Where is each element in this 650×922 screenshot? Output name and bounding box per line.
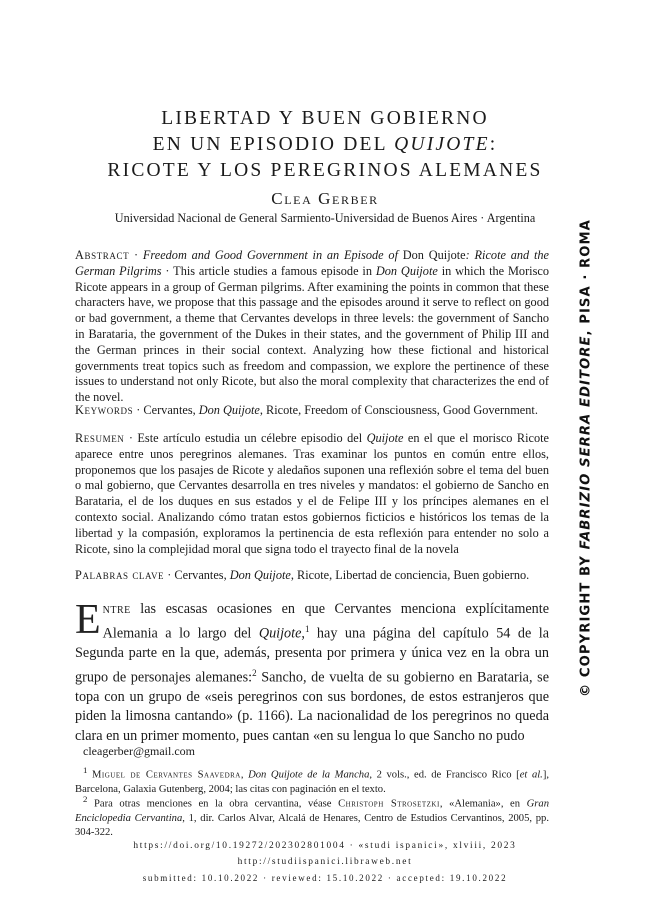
abstract: Abstract · Freedom and Good Government in an Episode of Don Quijote: Ricote and the German Pilgrims · This article studies a famous episode in Don Quijote in which the Morisco Ricote appears in a group of German pilgrims. After examining the points in common that these characters have, we propose that this passage and the episodes around it serve to reflect on good or bad government, a theme that Cervantes develops in three levels: the government of Sancho in Barataria, the government of the Dukes in their states, and the government of Philip III and the German princes in their social context. Analyzing how these fictional and historical governments treat topics such as freedom and compassion, we explore the pertinence of these issues to understand not only Ricote, but also the moral complexity that characterizes the end of the novel. xyxy=(75,248,549,405)
resumen: Resumen · Este artículo estudia un célebre episodio del Quijote en el que el morisco Ricote aparece entre unos peregrinos alemanes. Tras examinar los puntos en común entre ellos, proponemos que los pasajes de Ricote y aledaños suponen una reflexión sobre el tema del buen o mal gobierno, que Cervantes desarrolla en tres niveles y mandatos: el gobierno de Sancho en Barataria, el de los duques en sus estados y el de Felipe III y los príncipes alemanes en el contexto social. Analizando cómo tratan estos gobiernos ficticios e históricos los temas de la libertad y la compasión, exploramos la pertinencia de esta reflexión para entender no solo a Ricote, sino la complejidad moral que signa todo el trayecto final de la novela xyxy=(75,431,549,556)
journal-url[interactable]: http://studiispanici.libraweb.net xyxy=(237,857,413,867)
footnote-1: $^1$ Miguel de Cervantes Saavedra, Don Quijote de la Mancha, 2 vols., ed. de Francisco Rico [et al.], Barcelona, Galaxia Gutenberg, 2004; las citas con paginación en el texto. xyxy=(75,765,550,795)
drop-cap: E xyxy=(75,597,101,643)
keywords: Keywords · Cervantes, Don Quijote, Ricote, Freedom of Consciousness, Good Government. xyxy=(75,403,538,417)
body-paragraph: Entre las escasas ocasiones en que Cervantes menciona explícitamente Alemania a lo largo del Quijote,$^1$ hay una página del capítulo 54 de la Segunda parte en la que, además, presenta por primera y única vez en la obra un grupo de personajes alemanes:$^2$ Sancho, de vuelta de su gobierno en Barataria, se topa con un grupo de «seis peregrinos con sus bordones, de estos estranjeros que piden la limosna cantando» (p. 1166). La nacionalidad de los peregrinos no queda clara en un primer momento, pues cantan «en su lengua lo que Sancho no pudo xyxy=(75,597,549,745)
abstract-label: Abstract xyxy=(75,248,130,262)
doi-line[interactable]: https://doi.org/10.19272/202302801004 · «studi ispanici», xlviii, 2023 xyxy=(133,841,517,851)
copyright-notice xyxy=(564,219,608,697)
title-line-1: LIBERTAD Y BUEN GOBIERNO xyxy=(161,108,489,129)
palabras-clave-label: Palabras clave xyxy=(75,568,165,582)
title-line-2: EN UN EPISODIO DEL QUIJOTE: xyxy=(152,134,498,155)
footnote-2: $^2$ Para otras menciones en la obra cervantina, véase Christoph Strosetzki, «Alemania», en Gran Enciclopedia Cervantina, 1, dir. Carlos Alvar, Alcalá de Henares, Centro de Estudios Cervantinos, 2005, pp. 304-322. xyxy=(75,794,549,838)
author-affiliation: Universidad Nacional de General Sarmiento-Universidad de Buenos Aires · Argentina xyxy=(114,211,536,225)
submission-dates: submitted: 10.10.2022 · reviewed: 15.10.2022 · accepted: 19.10.2022 xyxy=(142,873,508,883)
resumen-label: Resumen xyxy=(75,431,125,445)
article-title xyxy=(0,106,650,184)
author-name: Clea Gerber xyxy=(271,189,379,208)
copyright-text: © COPYRIGHT BY FABRIZIO SERRA EDITORE, PISA · ROMA xyxy=(578,219,594,697)
title-line-3: RICOTE Y LOS PEREGRINOS ALEMANES xyxy=(107,160,543,181)
palabras-clave: Palabras clave · Cervantes, Don Quijote, Ricote, Libertad de conciencia, Buen gobierno. xyxy=(75,568,530,582)
footnote-ref-2[interactable]: 2 xyxy=(252,667,257,678)
keywords-label: Keywords xyxy=(75,403,134,417)
author-email[interactable]: cleagerber@gmail.com xyxy=(83,744,195,758)
footnote-ref-1[interactable]: 1 xyxy=(304,623,310,634)
